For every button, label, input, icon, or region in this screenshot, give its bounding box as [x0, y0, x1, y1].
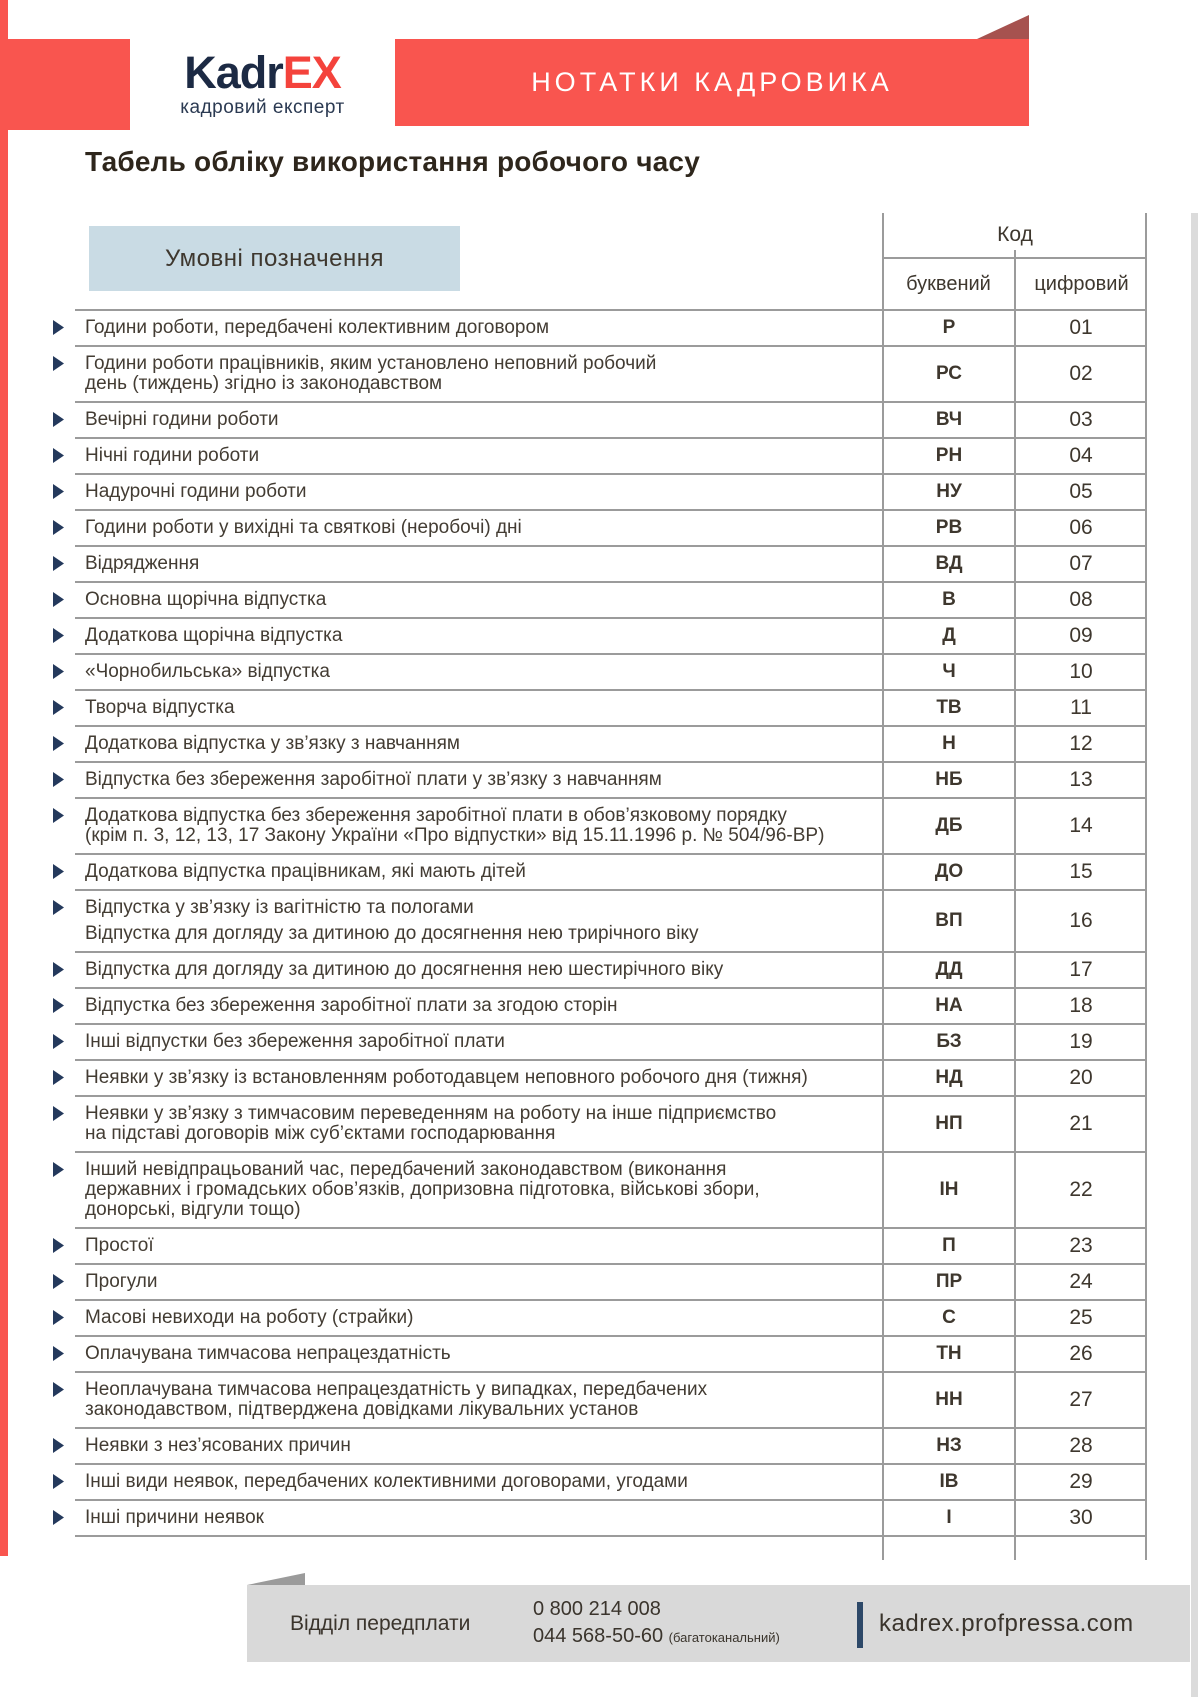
row-description [75, 403, 883, 437]
row-marker-icon [53, 1474, 64, 1489]
row-marker-icon [53, 592, 64, 607]
header-banner [395, 39, 1029, 126]
numeric-code: 26 [1069, 1342, 1093, 1365]
logo-brand-red: EX [282, 46, 341, 98]
row-description-line: на підставі договорів між суб’єктами господарювання [85, 1123, 556, 1144]
letter-code: ДО [934, 861, 964, 882]
letter-code: І [946, 1507, 952, 1528]
page-title: Табель обліку використання робочого часу [85, 146, 700, 177]
row-description-line: донорські, відгули тощо) [85, 1199, 301, 1220]
table-row [75, 437, 1147, 473]
row-description-line: Основна щорічна відпустка [85, 589, 327, 610]
row-marker-icon [53, 1034, 64, 1049]
row-description-line: Інші види неявок, передбачених колективними договорами, угодами [85, 1471, 688, 1492]
row-marker-icon [53, 520, 64, 535]
row-marker-icon [53, 448, 64, 463]
row-description-line: Додаткова щорічна відпустка [85, 625, 343, 646]
row-description [75, 311, 883, 345]
letter-code: НУ [936, 481, 962, 502]
row-description [75, 953, 883, 987]
numeric-code: 05 [1069, 480, 1093, 503]
numeric-code: 14 [1069, 814, 1093, 837]
row-description-line: Відпустка для догляду за дитиною до досягнення нею шестирічного віку [85, 959, 724, 980]
row-description-line: «Чорнобильська» відпустка [85, 661, 330, 682]
table-row [75, 345, 1147, 401]
numeric-code: 08 [1069, 588, 1093, 611]
row-description [75, 989, 883, 1023]
row-description [75, 583, 883, 617]
row-marker-icon [53, 1238, 64, 1253]
row-description-line: Творча відпустка [85, 697, 235, 718]
table-row [75, 889, 1147, 951]
table-row [75, 581, 1147, 617]
row-description [75, 1153, 883, 1227]
row-description [75, 891, 883, 951]
letter-code: ВЧ [935, 409, 963, 430]
table-row [75, 797, 1147, 853]
table-row [75, 853, 1147, 889]
letter-code: РВ [935, 517, 963, 538]
table-row [75, 1023, 1147, 1059]
table-row [75, 987, 1147, 1023]
row-marker-icon [53, 356, 64, 371]
letter-code: НЗ [936, 1435, 962, 1456]
row-description [75, 655, 883, 689]
letter-code: ПР [935, 1271, 963, 1292]
numeric-code: 07 [1069, 552, 1093, 575]
letter-code: РС [936, 363, 962, 384]
numeric-code: 18 [1069, 994, 1093, 1017]
row-description-line: Додаткова відпустка працівникам, які мають дітей [85, 861, 526, 882]
row-description-line: Відпустка у зв’язку із вагітністю та пологами [85, 897, 474, 918]
numeric-code: 16 [1069, 909, 1093, 932]
logo-tagline: кадровий експерт [180, 96, 345, 118]
table-row [75, 653, 1147, 689]
numeric-code: 09 [1069, 624, 1093, 647]
row-description-line: Додаткова відпустка без збереження заробітної плати в обов’язковому порядку [85, 805, 787, 826]
row-marker-icon [53, 864, 64, 879]
table-row [75, 1371, 1147, 1427]
row-description-line: Вечірні години роботи [85, 409, 279, 430]
letter-code: НА [935, 995, 963, 1016]
letter-code: Д [942, 625, 956, 646]
row-description [75, 855, 883, 889]
row-description [75, 1465, 883, 1499]
numeric-code: 19 [1069, 1030, 1093, 1053]
row-marker-icon [53, 900, 64, 915]
row-description-line: Інший невідпрацьований час, передбачений законодавством (виконання [85, 1159, 727, 1180]
phone-number-2 [533, 1623, 780, 1651]
row-description-line: Неявки з нез’ясованих причин [85, 1435, 351, 1456]
phone-number-1: 0 800 214 008 [533, 1598, 661, 1620]
row-marker-icon [53, 1382, 64, 1397]
row-marker-icon [53, 556, 64, 571]
logo-wordmark [184, 46, 341, 98]
letter-code: БЗ [936, 1031, 962, 1052]
row-description [75, 1097, 883, 1151]
table-row [75, 1299, 1147, 1335]
table-row [75, 509, 1147, 545]
numeric-code: 03 [1069, 408, 1093, 431]
row-description [75, 1025, 883, 1059]
numeric-code: 27 [1069, 1388, 1093, 1411]
row-marker-icon [53, 1310, 64, 1325]
row-marker-icon [53, 1070, 64, 1085]
letter-code: ВП [935, 910, 963, 931]
row-description-line: законодавством, підтверджена довідками лікувальних установ [85, 1399, 639, 1420]
letter-code: ТН [936, 1343, 962, 1364]
table-row [75, 545, 1147, 581]
numeric-code: 13 [1069, 768, 1093, 791]
row-marker-icon [53, 1106, 64, 1121]
row-description [75, 619, 883, 653]
row-marker-icon [53, 1162, 64, 1177]
table-row [75, 1335, 1147, 1371]
row-description-line: Години роботи у вихідні та святкові (неробочі) дні [85, 517, 522, 538]
legend-title-box [89, 226, 460, 291]
row-marker-icon [53, 1274, 64, 1289]
table-row [75, 401, 1147, 437]
row-marker-icon [53, 962, 64, 977]
row-description [75, 347, 883, 401]
row-description [75, 1061, 883, 1095]
table-row [75, 689, 1147, 725]
code-header-label: Код [883, 213, 1147, 259]
row-description-line: Неоплачувана тимчасова непрацездатність у випадках, передбачених [85, 1379, 708, 1400]
numeric-code: 22 [1069, 1178, 1093, 1201]
letter-code: Н [942, 733, 956, 754]
letter-code: ТВ [936, 697, 962, 718]
table-row [75, 309, 1147, 345]
legend-table-header [75, 213, 1147, 309]
footer-bar [247, 1585, 1190, 1662]
row-description-line: Інші причини неявок [85, 1507, 264, 1528]
letter-code: НН [935, 1389, 963, 1410]
row-marker-icon [53, 628, 64, 643]
left-accent-stripe [0, 0, 8, 1556]
numeric-code: 17 [1069, 958, 1093, 981]
numeric-code: 15 [1069, 860, 1093, 883]
row-marker-icon [53, 1346, 64, 1361]
row-description-line: Години роботи, передбачені колективним договором [85, 317, 550, 338]
row-marker-icon [53, 412, 64, 427]
row-description [75, 1501, 883, 1535]
letter-code: НБ [935, 769, 963, 790]
footer-divider [857, 1602, 863, 1648]
letter-code: Ч [942, 661, 956, 682]
row-description [75, 691, 883, 725]
table-row [75, 473, 1147, 509]
logo-red-block [8, 39, 130, 130]
footer-fold-corner [247, 1573, 305, 1585]
row-description-line: Неявки у зв’язку із встановленням роботодавцем неповного робочого дня (тижня) [85, 1067, 808, 1088]
row-description [75, 1229, 883, 1263]
row-description-line: Години роботи працівників, яким установлено неповний робочий [85, 353, 657, 374]
letter-code: ВД [935, 553, 963, 574]
row-description-line: Відрядження [85, 553, 200, 574]
row-description-line: Нічні години роботи [85, 445, 260, 466]
code-column-header [883, 213, 1147, 309]
numeric-code: 20 [1069, 1066, 1093, 1089]
row-description-line: Масові невиходи на роботу (страйки) [85, 1307, 414, 1328]
numeric-code: 04 [1069, 444, 1093, 467]
table-row [75, 951, 1147, 987]
table-row [75, 617, 1147, 653]
row-description-line: Інші відпустки без збереження заробітної плати [85, 1031, 505, 1052]
row-description [75, 727, 883, 761]
letter-code: ДД [935, 959, 963, 980]
table-row [75, 1427, 1147, 1463]
row-marker-icon [53, 320, 64, 335]
row-description-line: Оплачувана тимчасова непрацездатність [85, 1343, 451, 1364]
kadrex-logo [130, 39, 395, 130]
numeric-code: 12 [1069, 732, 1093, 755]
letter-code: НП [935, 1113, 963, 1134]
row-marker-icon [53, 1510, 64, 1525]
legend-table [75, 213, 1147, 1537]
phone-number-2-value: 044 568-50-60 [533, 1625, 664, 1647]
letter-code: НД [935, 1067, 963, 1088]
letter-code: С [942, 1307, 956, 1328]
letter-code: П [942, 1235, 956, 1256]
letter-code: Р [942, 317, 956, 338]
row-marker-icon [53, 998, 64, 1013]
subscription-dept-label: Відділ передплати [290, 1611, 471, 1635]
numeric-code: 25 [1069, 1306, 1093, 1329]
row-marker-icon [53, 664, 64, 679]
table-row [75, 1463, 1147, 1499]
numeric-code: 02 [1069, 362, 1093, 385]
row-description-line: Неявки у зв’язку з тимчасовим переведенням на роботу на інше підприємство [85, 1103, 777, 1124]
numeric-code: 10 [1069, 660, 1093, 683]
numeric-code: 11 [1070, 696, 1092, 719]
row-description [75, 1373, 883, 1427]
row-marker-icon [53, 1438, 64, 1453]
letter-column-label: буквений [906, 272, 991, 295]
legend-title: Умовні позначення [164, 244, 385, 272]
row-description [75, 547, 883, 581]
numeric-code: 23 [1069, 1234, 1093, 1257]
row-description-line: Надурочні години роботи [85, 481, 307, 502]
table-row [75, 725, 1147, 761]
row-description [75, 763, 883, 797]
row-description [75, 511, 883, 545]
row-description [75, 1265, 883, 1299]
row-description [75, 475, 883, 509]
row-description [75, 799, 883, 853]
row-description-line: (крім п. 3, 12, 13, 17 Закону України «Про відпустки» від 15.11.1996 р. № 504/96-ВР) [85, 825, 825, 846]
legend-rows [75, 309, 1147, 1537]
letter-code: РН [935, 445, 963, 466]
row-description [75, 439, 883, 473]
row-marker-icon [53, 700, 64, 715]
row-marker-icon [53, 808, 64, 823]
numeric-code: 28 [1069, 1434, 1093, 1457]
banner-fold-corner [977, 15, 1029, 39]
table-row [75, 1499, 1147, 1537]
row-description [75, 1429, 883, 1463]
numeric-code: 29 [1069, 1470, 1093, 1493]
table-row [75, 1095, 1147, 1151]
numeric-code: 01 [1069, 316, 1093, 339]
letter-code: В [942, 589, 956, 610]
row-description-line: день (тиждень) згідно із законодавством [85, 373, 443, 394]
row-description-line: державних і громадських обов’язків, допризовна підготовка, військові збори, [85, 1179, 760, 1200]
letter-code: ДБ [935, 815, 963, 836]
row-description [75, 1337, 883, 1371]
table-row [75, 1227, 1147, 1263]
letter-code: ІВ [939, 1471, 959, 1492]
numeric-code: 24 [1069, 1270, 1093, 1293]
row-marker-icon [53, 736, 64, 751]
numeric-code: 21 [1069, 1112, 1093, 1135]
table-row [75, 1059, 1147, 1095]
row-description-line: Відпустка без збереження заробітної плати у зв’язку з навчанням [85, 769, 662, 790]
table-row [75, 1151, 1147, 1227]
row-description-line: Додаткова відпустка у зв’язку з навчанням [85, 733, 460, 754]
row-description-line: Прогули [85, 1271, 158, 1292]
numeric-column-label: цифровий [1014, 259, 1147, 309]
letter-code: ІН [939, 1179, 959, 1200]
table-row [75, 761, 1147, 797]
footer-phones [533, 1596, 780, 1651]
numeric-code: 06 [1069, 516, 1093, 539]
row-description-line: Простої [85, 1235, 154, 1256]
row-description-line: Відпустка для догляду за дитиною до досягнення нею трирічного віку [85, 923, 699, 944]
row-marker-icon [53, 772, 64, 787]
logo-brand-dark: Kadr [184, 46, 283, 98]
page-edge-strip [1191, 213, 1198, 1697]
phone-note: (багатоканальний) [668, 1630, 780, 1645]
row-description-line: Відпустка без збереження заробітної плати за згодою сторін [85, 995, 618, 1016]
row-description [75, 1301, 883, 1335]
row-marker-icon [53, 484, 64, 499]
banner-title: НОТАТКИ КАДРОВИКА [531, 67, 893, 97]
table-row [75, 1263, 1147, 1299]
numeric-code: 30 [1069, 1506, 1093, 1529]
footer-website: kadrex.profpressa.com [879, 1609, 1134, 1637]
